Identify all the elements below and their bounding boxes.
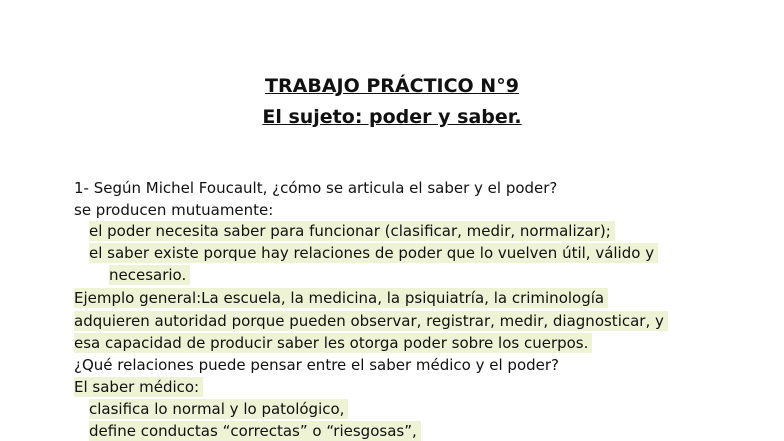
document-title: TRABAJO PRÁCTICO N°9 — [265, 75, 519, 97]
answer-2-intro: El saber médico: — [74, 377, 203, 397]
example-line-3: esa capacidad de producir saber les otorga poder sobre los cuerpos. — [74, 333, 592, 353]
question-2: ¿Qué relaciones puede pensar entre el saber médico y el poder? — [74, 356, 559, 374]
answer-point-1: el poder necesita saber para funcionar (clasificar, medir, normalizar); — [89, 221, 615, 241]
answer-intro: se producen mutuamente: — [74, 201, 274, 219]
example-line-1: Ejemplo general:La escuela, la medicina, la psiquiatría, la criminología — [74, 288, 608, 308]
document-subtitle: El sujeto: poder y saber. — [262, 106, 522, 128]
answer-point-2: el saber existe porque hay relaciones de poder que lo vuelven útil, válido y — [89, 243, 658, 263]
example-line-2: adquieren autoridad porque pueden observar, registrar, medir, diagnosticar, y — [74, 311, 668, 331]
answer-point-2-cont: necesario. — [109, 265, 190, 285]
question-1: 1- Según Michel Foucault, ¿cómo se articula el saber y el poder? — [74, 179, 558, 197]
answer-2-point-1: clasifica lo normal y lo patológico, — [89, 399, 348, 419]
answer-2-point-2: define conductas “correctas” o “riesgosas”, — [89, 421, 421, 441]
